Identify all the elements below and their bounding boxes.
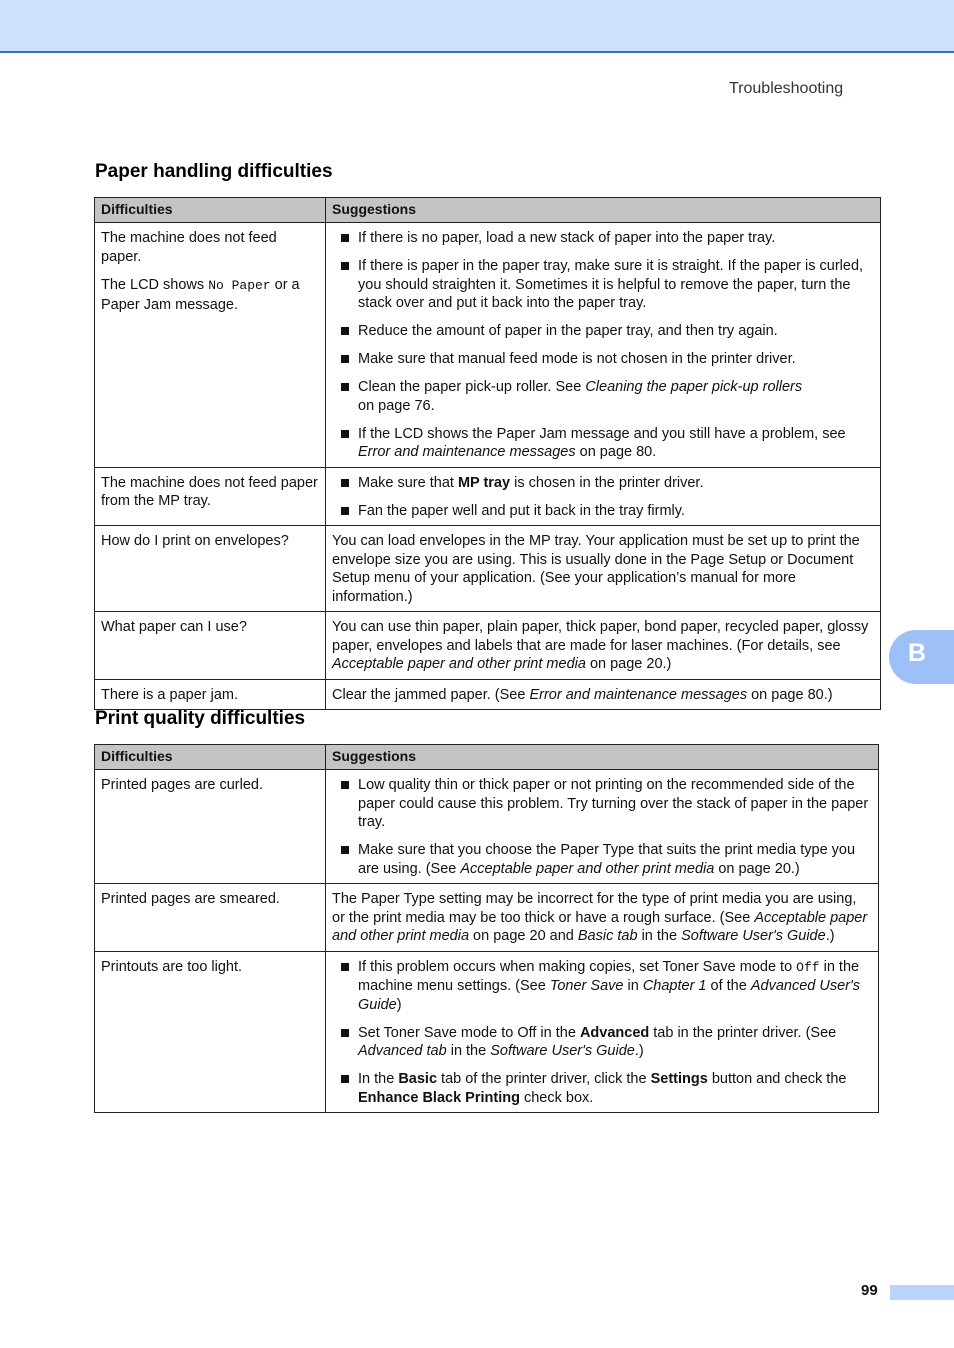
table-header-row [95, 745, 879, 770]
cross-reference-link[interactable]: Software User's Guide [681, 928, 826, 944]
table-row [95, 612, 881, 680]
text-run: on page 76. [358, 397, 435, 414]
text-run: on page 80. [575, 444, 657, 460]
text-run: in [623, 978, 643, 994]
table-row [95, 951, 879, 1113]
text-run: in the [637, 928, 682, 944]
suggestion-item [332, 1070, 872, 1107]
appendix-tab [889, 630, 954, 684]
table-row [95, 467, 881, 526]
suggestion-cell [326, 884, 879, 952]
paper-handling-table [94, 197, 881, 710]
cross-reference-link[interactable]: Advanced tab [358, 1043, 447, 1059]
difficulty-text [101, 276, 319, 314]
table-row [95, 884, 879, 952]
suggestion-item [332, 378, 874, 415]
column-header-difficulties: Difficulties [95, 198, 326, 223]
suggestion-cell [326, 679, 881, 710]
text-run: tab of the printer driver, click the [437, 1071, 651, 1087]
lcd-setting: Off [796, 959, 820, 975]
chapter-label: Troubleshooting [729, 80, 844, 97]
table-row [95, 223, 881, 468]
cross-reference-link[interactable]: Error and maintenance messages [529, 686, 748, 703]
footer-bar [890, 1285, 954, 1300]
text-run: Make sure that [358, 474, 458, 491]
suggestion-cell [326, 223, 881, 468]
difficulty-cell: Printed pages are curled. [95, 770, 326, 884]
text-run: check box. [519, 1089, 594, 1106]
cross-reference-link[interactable]: Chapter 1 [642, 978, 707, 994]
column-header-suggestions: Suggestions [326, 198, 881, 223]
text-run: ) [396, 996, 402, 1013]
section-title-paper-handling: Paper handling difficulties [95, 161, 333, 182]
table-row [95, 679, 881, 710]
suggestion-item [332, 1024, 872, 1061]
table-header-row [95, 198, 881, 223]
text-run: The Paper Type setting may be incorrect for the type of print media you are using, or the print media may be too thick or have a rough surface. (See [332, 891, 857, 926]
suggestion-list [332, 776, 872, 878]
text-run: on page 20.) [714, 860, 800, 877]
difficulty-cell: Printed pages are smeared. [95, 884, 326, 952]
cross-reference-link[interactable]: Acceptable paper and other print media [332, 909, 868, 944]
suggestion-item [332, 841, 872, 878]
text-run: .) [634, 1043, 644, 1059]
column-header-difficulties: Difficulties [95, 745, 326, 770]
text-run: in the machine menu settings. (See [358, 958, 860, 994]
table-row [95, 526, 881, 612]
suggestion-item [332, 474, 874, 493]
text-run: on page 20.) [585, 656, 672, 672]
suggestion-item [332, 958, 872, 1015]
text-run: or a Paper Jam message. [101, 277, 300, 313]
text-run: You can use thin paper, plain paper, thick paper, bond paper, recycled paper, glossy paper, envelopes and labels that are made for laser machines. (For details, see [332, 619, 869, 654]
column-header-suggestions: Suggestions [326, 745, 879, 770]
text-run: Clean the paper pick-up roller. See [358, 379, 586, 395]
cross-reference-link[interactable]: Acceptable paper and other print media [460, 860, 715, 877]
suggestion-item: Make sure that manual feed mode is not chosen in the printer driver. [332, 350, 874, 369]
suggestion-cell [326, 612, 881, 680]
suggestion-list [332, 229, 874, 462]
text-run: in the [446, 1043, 491, 1059]
ui-term: MP tray [457, 474, 511, 491]
ui-term: Enhance Black Printing [358, 1089, 520, 1106]
cross-reference-link[interactable]: Basic tab [577, 928, 638, 944]
table-row [95, 770, 879, 884]
text-run: Make sure that you choose the Paper Type that suits the print media type you are using. (See [358, 842, 856, 877]
text-run: tab in the printer driver. (See [649, 1024, 837, 1041]
difficulty-cell: Printouts are too light. [95, 951, 326, 1113]
suggestion-item: Low quality thin or thick paper or not printing on the recommended side of the paper could cause this problem. Try turning over the stack of paper in the paper tray. [332, 776, 872, 832]
difficulty-cell [95, 223, 326, 468]
suggestion-cell: You can load envelopes in the MP tray. Your application must be set up to print the envelope size you are using. This is usually done in the Page Setup or Document Setup menu of your application. (See your application’s manual for more information.) [326, 526, 881, 612]
text-run: Clear the jammed paper. (See [332, 686, 530, 703]
section-title-print-quality: Print quality difficulties [95, 708, 306, 729]
difficulty-cell: The machine does not feed paper from the MP tray. [95, 467, 326, 526]
ui-term: Settings [650, 1071, 708, 1087]
cross-reference-link[interactable]: Advanced User's Guide [358, 978, 860, 1013]
suggestion-item: Fan the paper well and put it back in the tray firmly. [332, 502, 874, 521]
text-run: Set Toner Save mode to Off in the [358, 1024, 580, 1041]
text-run: In the [358, 1071, 399, 1087]
difficulty-cell: What paper can I use? [95, 612, 326, 680]
lcd-message: No Paper [208, 278, 271, 293]
text-run: If the LCD shows the Paper Jam message and you still have a problem, see [358, 425, 846, 442]
cross-reference-link[interactable]: Software User's Guide [490, 1043, 635, 1059]
print-quality-table [94, 744, 879, 1113]
text-run: If this problem occurs when making copies, set Toner Save mode to [358, 958, 797, 975]
suggestion-item: If there is paper in the paper tray, make sure it is straight. If the paper is curled, you should straighten it. Sometimes it is helpful to remove the paper, turn the stack over and put it back into the paper tray. [332, 257, 874, 313]
suggestion-item: Reduce the amount of paper in the paper tray, and then try again. [332, 322, 874, 341]
difficulty-cell: How do I print on envelopes? [95, 526, 326, 612]
ui-term: Basic [398, 1071, 438, 1087]
difficulty-text: The machine does not feed paper. [101, 230, 277, 265]
cross-reference-link[interactable]: Cleaning the paper pick-up rollers [585, 379, 803, 395]
header-band [0, 0, 954, 53]
suggestion-item: If there is no paper, load a new stack of paper into the paper tray. [332, 229, 874, 248]
text-run: The LCD shows [101, 277, 209, 293]
suggestion-cell [326, 770, 879, 884]
text-run: of the [706, 978, 751, 994]
suggestion-list [332, 474, 874, 521]
text-run: button and check the [707, 1071, 847, 1087]
suggestion-cell [326, 951, 879, 1113]
text-run: .) [825, 928, 835, 944]
cross-reference-link[interactable]: Toner Save [549, 978, 624, 994]
cross-reference-link[interactable]: Acceptable paper and other print media [332, 656, 586, 672]
suggestion-cell [326, 467, 881, 526]
cross-reference-link[interactable]: Error and maintenance messages [358, 444, 576, 460]
page-number: 99 [861, 1282, 878, 1299]
appendix-letter: B [908, 639, 927, 667]
text-run: on page 80.) [747, 686, 833, 703]
suggestion-list [332, 958, 872, 1108]
difficulty-cell: There is a paper jam. [95, 679, 326, 710]
text-run: on page 20 and [469, 928, 578, 944]
ui-term: Advanced [579, 1024, 650, 1041]
text-run: is chosen in the printer driver. [510, 474, 704, 491]
suggestion-item [332, 425, 874, 462]
